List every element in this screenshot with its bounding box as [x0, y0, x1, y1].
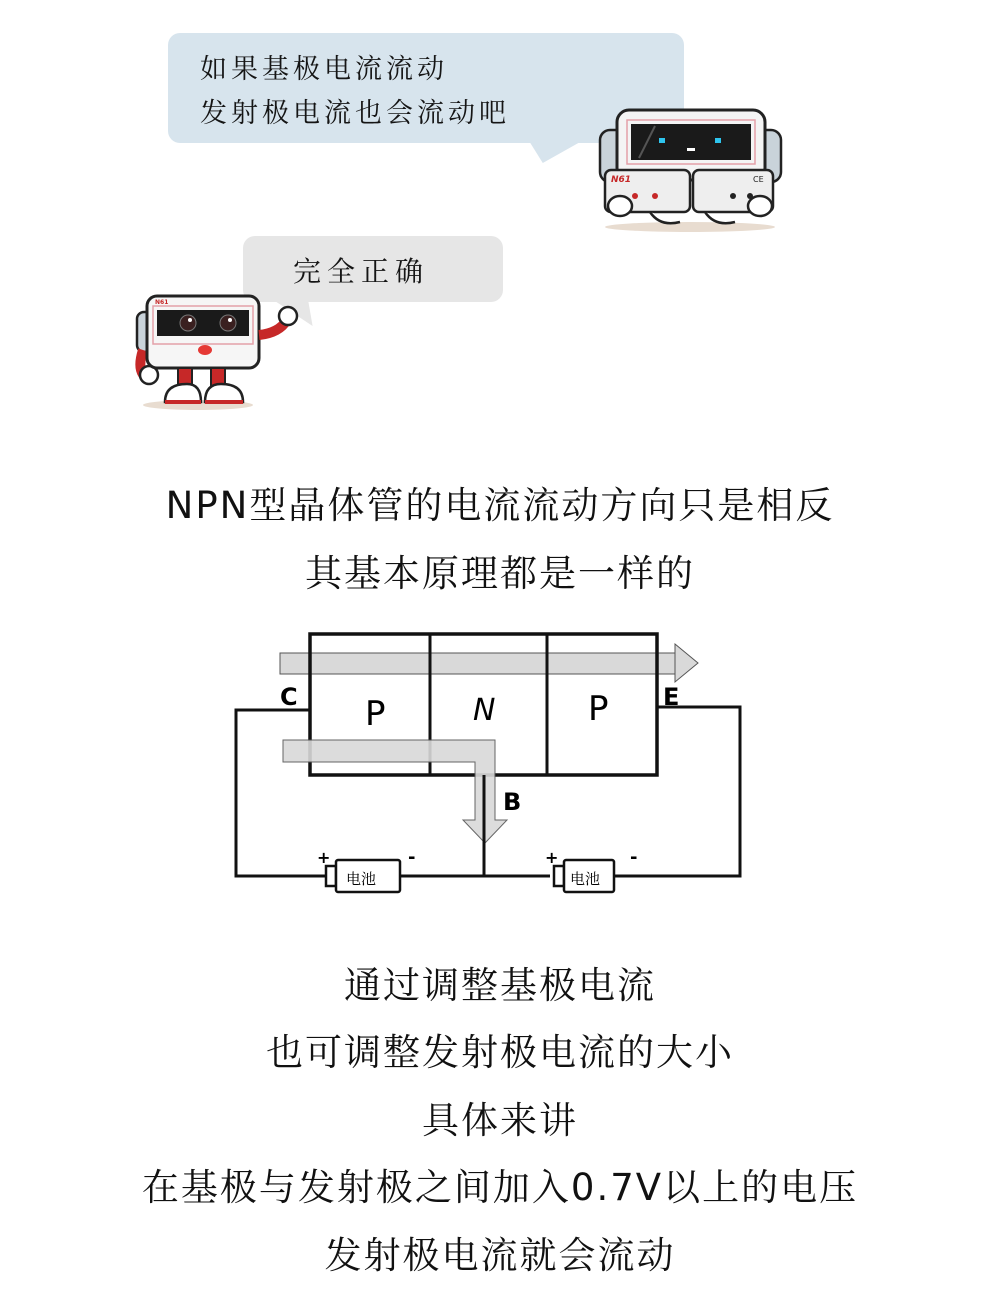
pnp-transistor-diagram	[220, 620, 760, 900]
emitter-current-arrow-icon	[280, 644, 698, 682]
svg-text:+: +	[317, 848, 331, 867]
svg-text:电池: 电池	[570, 870, 601, 888]
explanation-line-2: 也可调整发射极电流的大小	[266, 1031, 734, 1074]
bubble-line-2: 发射极电流也会流动吧	[200, 98, 510, 129]
terminal-c: C	[280, 683, 298, 711]
multimeter-robot-icon	[595, 100, 785, 235]
terminal-b: B	[503, 788, 522, 816]
svg-text:电池: 电池	[346, 870, 377, 888]
svg-text:+: +	[545, 848, 559, 867]
intro-line-1: NPN型晶体管的电流流动方向只是相反	[165, 484, 835, 527]
svg-text:-: -	[630, 847, 638, 868]
bubble-line-1: 如果基极电流流动	[200, 54, 448, 85]
svg-text:-: -	[408, 847, 416, 868]
terminal-e: E	[663, 683, 680, 711]
svg-text:CE: CE	[753, 175, 764, 184]
base-current-arrow-icon	[283, 740, 507, 843]
region-n-base: N	[473, 693, 496, 728]
svg-text:N61: N61	[155, 299, 169, 306]
svg-text:N61: N61	[611, 175, 632, 185]
region-p-emitter: P	[588, 689, 609, 729]
battery-left-icon	[317, 847, 415, 892]
region-p-collector: P	[365, 694, 386, 734]
explanation-line-1: 通过调整基极电流	[344, 964, 656, 1007]
waving-robot-icon	[133, 290, 303, 412]
battery-right-icon	[545, 847, 637, 892]
explanation-line-4: 在基极与发射极之间加入0.7V以上的电压	[141, 1166, 859, 1209]
speech-bubble-tail	[513, 138, 587, 163]
bubble-line-1: 完全正确	[293, 255, 430, 288]
explanation-line-5: 发射极电流就会流动	[324, 1234, 676, 1277]
intro-line-2: 其基本原理都是一样的	[305, 552, 695, 595]
explanation-line-3: 具体来讲	[422, 1099, 578, 1142]
